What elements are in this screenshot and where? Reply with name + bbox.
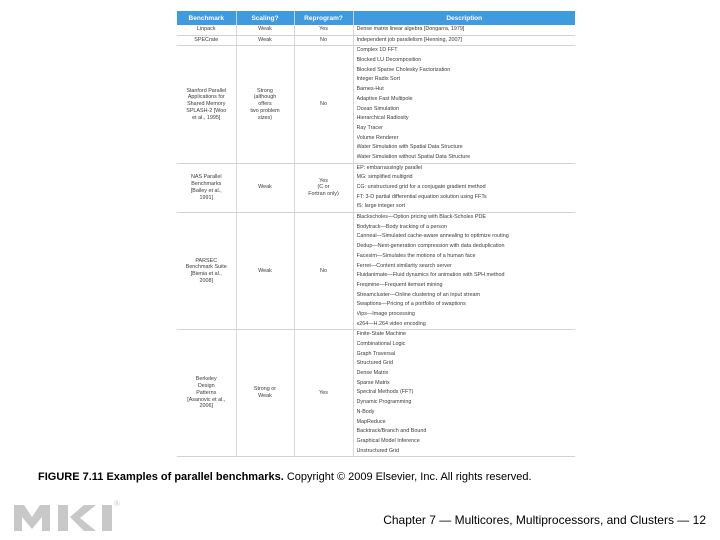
table-body: [177, 25, 575, 457]
benchmark-line: 1991]: [199, 194, 213, 201]
benchmark-line: SPLASH-2 [Woo: [186, 107, 227, 114]
benchmark-line: [Bailey et al.,: [190, 187, 222, 194]
scaling-line: Weak: [258, 26, 272, 33]
benchmark-line: Shared Memory: [187, 101, 226, 108]
cell-description: [353, 213, 575, 330]
table-row: [177, 25, 575, 35]
description-line: Sparse Matrix: [356, 379, 390, 386]
description-line: Ocean Simulation: [356, 105, 400, 112]
description-line: MapReduce: [356, 418, 386, 425]
benchmark-line: et al., 1995]: [192, 114, 221, 121]
benchmark-line: Patterns: [196, 389, 217, 396]
description-line: Swaptions—Pricing of a portfolio of swaptions: [356, 301, 466, 308]
benchmark-table: [177, 11, 575, 457]
reprogram-line: (C or: [317, 184, 330, 191]
description-line: Independent job parallelism [Henning, 2007]: [356, 36, 462, 43]
scaling-line: Weak: [258, 267, 272, 274]
benchmark-line: 2008]: [199, 277, 213, 284]
reprogram-line: Yes: [319, 389, 328, 396]
description-line: Dynamic Programming: [356, 399, 412, 406]
table-row: [177, 330, 575, 457]
table-header-row: [177, 11, 575, 25]
benchmark-line: 2006]: [199, 403, 213, 410]
description-line: EP: embarrassingly parallel: [356, 164, 423, 171]
cell-scaling: [236, 25, 294, 35]
scaling-line: Weak: [258, 393, 272, 400]
description-line: IS: large integer sort: [356, 203, 406, 210]
description-line: Water Simulation with Spatial Data Structure: [356, 144, 463, 151]
description-line: Blackscholes—Option pricing with Black-Scholes PDE: [356, 214, 486, 221]
description-line: x264—H.264 video encoding: [356, 320, 426, 327]
scaling-line: Strong: [257, 87, 273, 94]
cell-reprogram: [294, 35, 353, 46]
cell-scaling: [236, 330, 294, 457]
benchmark-line: [Bienia et al.,: [190, 271, 222, 278]
table-row: [177, 35, 575, 46]
description-line: Water Simulation without Spatial Data Structure: [356, 153, 471, 160]
description-line: Dense matrix linear algebra [Dongarra, 1979]: [356, 26, 465, 32]
header-description: Description: [353, 11, 575, 25]
cell-benchmark: [177, 46, 236, 163]
table-row: [177, 46, 575, 163]
description-line: Combinational Logic: [356, 341, 406, 347]
description-line: Bodytrack—Body tracking of a person: [356, 223, 447, 230]
cell-reprogram: [294, 46, 353, 163]
benchmark-line: Benchmarks: [191, 181, 222, 188]
description-line: Graphical Model Inference: [356, 437, 420, 444]
benchmark-line: Linpack: [196, 26, 216, 33]
description-line: Adaptive Fast Multipole: [356, 95, 413, 102]
benchmark-line: Berkeley: [195, 376, 217, 383]
reprogram-line: No: [320, 101, 327, 108]
description-line: Dedup—Next-generation compression with data deduplication: [356, 243, 505, 250]
description-line: N-Body: [356, 408, 375, 415]
reprogram-line: Fortran only): [308, 191, 339, 198]
description-line: Finite-State Machine: [356, 331, 406, 338]
description-line: Streamcluster—Online clustering of an input stream: [356, 291, 480, 298]
benchmark-line: Applications for: [187, 94, 225, 101]
scaling-line: Weak: [258, 184, 272, 191]
scaling-line: sizes): [257, 114, 273, 121]
cell-description: [353, 330, 575, 457]
description-line: Volume Renderer: [356, 134, 399, 141]
slide-footer: Chapter 7 — Multicores, Multiprocessors, and Clusters — 12: [383, 513, 706, 527]
cell-benchmark: [177, 213, 236, 330]
table-row: [177, 213, 575, 330]
description-line: Spectral Methods (FFT): [356, 389, 414, 396]
benchmark-line: Benchmark Suite: [185, 264, 227, 271]
description-line: Fluidanimate—Fluid dynamics for animation with SPH method: [356, 272, 505, 279]
description-line: Integer Radix Sort: [356, 76, 400, 83]
header-scaling: Scaling?: [236, 11, 294, 25]
cell-scaling: [236, 163, 294, 212]
description-line: Ferret—Content similarity search server: [356, 262, 452, 269]
cell-scaling: [236, 213, 294, 330]
copyright-text: Copyright © 2009 Elsevier, Inc. All rights reserved.: [283, 471, 532, 483]
benchmark-line: PARSEC: [195, 257, 218, 264]
header-benchmark: Benchmark: [177, 11, 236, 25]
benchmark-table-container: [177, 11, 575, 457]
cell-description: [353, 46, 575, 163]
trademark-mark: ®: [114, 499, 120, 508]
cell-reprogram: [294, 330, 353, 457]
description-line: Dense Matrix: [356, 370, 389, 377]
description-line: Blocked LU Decomposition: [356, 57, 422, 64]
cell-description: [353, 163, 575, 212]
description-line: Barnes-Hut: [356, 86, 384, 93]
description-line: Ray Tracer: [356, 124, 383, 131]
reprogram-line: No: [320, 267, 327, 274]
scaling-line: two problem: [250, 107, 280, 114]
description-line: MG: simplified multigrid: [356, 174, 413, 181]
reprogram-line: Yes: [319, 177, 328, 184]
cell-description: [353, 35, 575, 46]
scaling-line: Weak: [258, 37, 272, 44]
description-line: FT: 3-D partial differential equation solution using FFTs: [356, 193, 487, 200]
description-line: Hierarchical Radiosity: [356, 115, 409, 122]
cell-reprogram: [294, 213, 353, 330]
description-line: Canneal—Simulated cache-aware annealing to optimize routing: [356, 233, 509, 240]
benchmark-line: SPECrate: [194, 37, 219, 44]
description-line: Complex 1D FFT: [356, 47, 398, 54]
benchmark-line: Stanford Parallel: [186, 87, 227, 94]
figure-caption: [38, 470, 698, 484]
table-row: [177, 163, 575, 212]
scaling-line: (although: [253, 94, 277, 101]
cell-reprogram: [294, 25, 353, 35]
description-line: Backtrack/Branch and Bound: [356, 428, 427, 435]
scaling-line: Strong or: [253, 386, 277, 393]
description-line: Facesim—Simulates the motions of a human face: [356, 252, 476, 259]
cell-scaling: [236, 35, 294, 46]
cell-scaling: [236, 46, 294, 163]
mk-logo: [14, 497, 126, 533]
scaling-line: offers: [258, 101, 272, 108]
description-line: CG: unstructured grid for a conjugate gradient method: [356, 184, 486, 190]
benchmark-line: NAS Parallel: [190, 174, 222, 181]
cell-benchmark: [177, 330, 236, 457]
reprogram-line: Yes: [319, 26, 328, 33]
description-line: Structured Grid: [356, 360, 394, 367]
description-line: Graph Traversal: [356, 350, 396, 357]
cell-benchmark: [177, 25, 236, 35]
cell-description: [353, 25, 575, 35]
benchmark-line: [Asanovic et al.,: [187, 396, 226, 403]
header-reprogram: Reprogram?: [294, 11, 353, 25]
description-line: Blocked Sparse Cholesky Factorization: [356, 66, 451, 73]
cell-benchmark: [177, 35, 236, 46]
figure-label: FIGURE 7.11 Examples of parallel benchmarks.: [38, 471, 284, 483]
description-line: Vips—Image processing: [356, 310, 415, 317]
cell-benchmark: [177, 163, 236, 212]
description-line: Freqmine—Frequent itemset mining: [356, 281, 443, 288]
reprogram-line: No: [320, 37, 327, 44]
benchmark-line: Design: [197, 383, 215, 390]
cell-reprogram: [294, 163, 353, 212]
description-line: Unstructured Grid: [356, 447, 400, 454]
